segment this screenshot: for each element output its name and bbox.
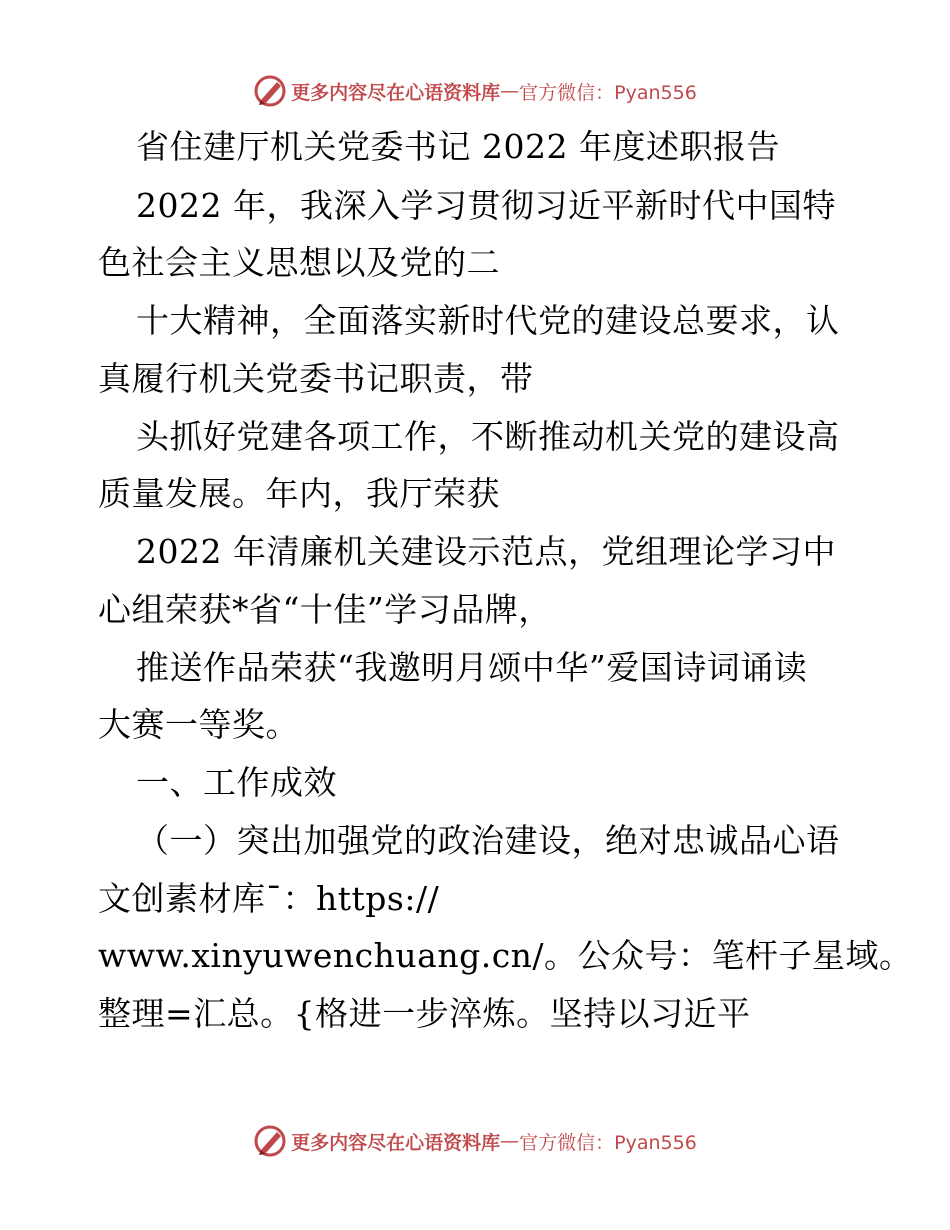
watermark-main-text: 更多内容尽在心语资料库 — [291, 1131, 501, 1154]
text-line: 十大精神，全面落实新时代党的建设总要求，认 — [136, 301, 840, 340]
header-watermark — [0, 71, 950, 111]
document-title: 省住建厅机关党委书记 2022 年度述职报告 — [136, 127, 780, 166]
text-line: 推送作品荣获“我邀明月颂中华”爱国诗词诵读 — [136, 648, 808, 687]
section-heading: 一、工作成效 — [136, 763, 337, 802]
text-line: 大赛一等奖。 — [98, 705, 299, 744]
text-line: 心组荣获*省“十佳”学习品牌， — [98, 590, 552, 629]
text-line: www.xinyuwenchuang.cn/。公众号：笔杆子星域。 — [98, 936, 913, 975]
watermark-separator: — — [500, 1130, 520, 1152]
text-line: 真履行机关党委书记职责，带 — [98, 359, 534, 398]
text-line: 2022 年，我深入学习贯彻习近平新时代中国特 — [136, 186, 836, 225]
text-line: 文创素材库¯：https:// — [98, 879, 440, 918]
text-line: （一）突出加强党的政治建设，绝对忠诚品心语 — [136, 821, 840, 860]
footer-watermark — [0, 1121, 950, 1161]
watermark-account-text: 官方微信：Pyan556 — [519, 81, 697, 104]
watermark-account-text: 官方微信：Pyan556 — [519, 1131, 697, 1154]
text-line: 头抓好党建各项工作，不断推动机关党的建设高 — [136, 417, 840, 456]
text-line: 质量发展。年内，我厅荣获 — [98, 474, 500, 513]
text-line: 2022 年清廉机关建设示范点，党组理论学习中 — [136, 532, 836, 571]
watermark-separator: — — [500, 80, 520, 102]
pen-logo-icon — [253, 74, 287, 108]
pen-logo-icon — [253, 1124, 287, 1158]
text-line: 整理=汇总。{格进一步淬炼。坚持以习近平 — [98, 994, 751, 1033]
watermark-main-text: 更多内容尽在心语资料库 — [291, 81, 501, 104]
text-line: 色社会主义思想以及党的二 — [98, 243, 500, 282]
